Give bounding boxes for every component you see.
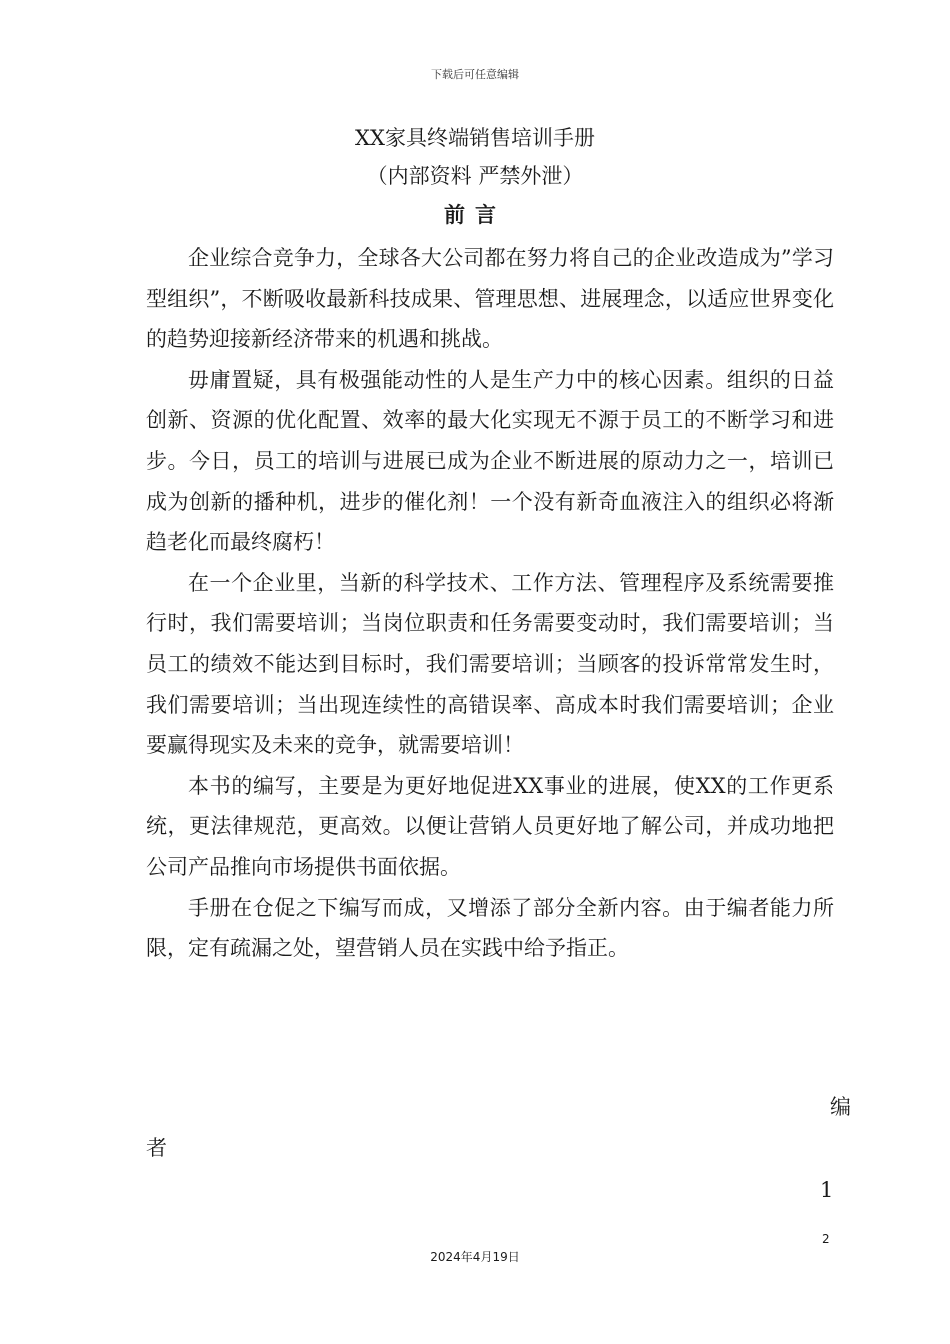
document-subtitle: （内部资料 严禁外泄）	[366, 164, 584, 188]
header-note: 下载后可任意编辑	[431, 68, 519, 81]
paragraph-1: 企业综合竞争力，全球各大公司都在努力将自己的企业改造成为”学习型组织”，不断吸收最新科技成果、管理思想、进展理念，以适应世界变化的趋势迎接新经济带来的机遇和挑战。	[146, 246, 834, 352]
paragraph-2: 毋庸置疑，具有极强能动性的人是生产力中的核心因素。组织的日益创新、资源的优化配置、效率的最大化实现无不源于员工的不断学习和进步。今日，员工的培训与进展已成为企业不断进展的原动力之一，培训已成为创新的播种机，进步的催化剂！一个没有新奇血液注入的组织必将渐趋老化而最终腐朽！	[146, 367, 834, 555]
preface-heading: 前言	[444, 202, 506, 227]
signature-part-2: 者	[146, 1136, 167, 1160]
signature-part-1: 编	[830, 1095, 851, 1119]
paragraph-4: 本书的编写，主要是为更好地促进XX事业的进展，使XX的工作更系统，更法律规范，更高效。以便让营销人员更好地了解公司，并成功地把公司产品推向市场提供书面依据。	[146, 773, 834, 879]
footer-page-number: 2	[822, 1232, 830, 1246]
paragraph-3: 在一个企业里，当新的科学技术、工作方法、管理程序及系统需要推行时，我们需要培训；当岗位职责和任务需要变动时，我们需要培训；当员工的绩效不能达到目标时，我们需要培训；当顾客的投诉常常发生时，我们需要培训；当出现连续性的高错误率、高成本时我们需要培训；企业要赢得现实及未来的竞争，就需要培训！	[146, 570, 834, 758]
preface-body	[146, 238, 834, 969]
body-page-number: 1	[820, 1178, 834, 1202]
document-title: XX家具终端销售培训手册	[355, 126, 595, 150]
paragraph-5: 手册在仓促之下编写而成，又增添了部分全新内容。由于编者能力所限，定有疏漏之处，望营销人员在实践中给予指正。	[146, 895, 834, 961]
footer-date: 2024年4月19日	[430, 1250, 520, 1264]
